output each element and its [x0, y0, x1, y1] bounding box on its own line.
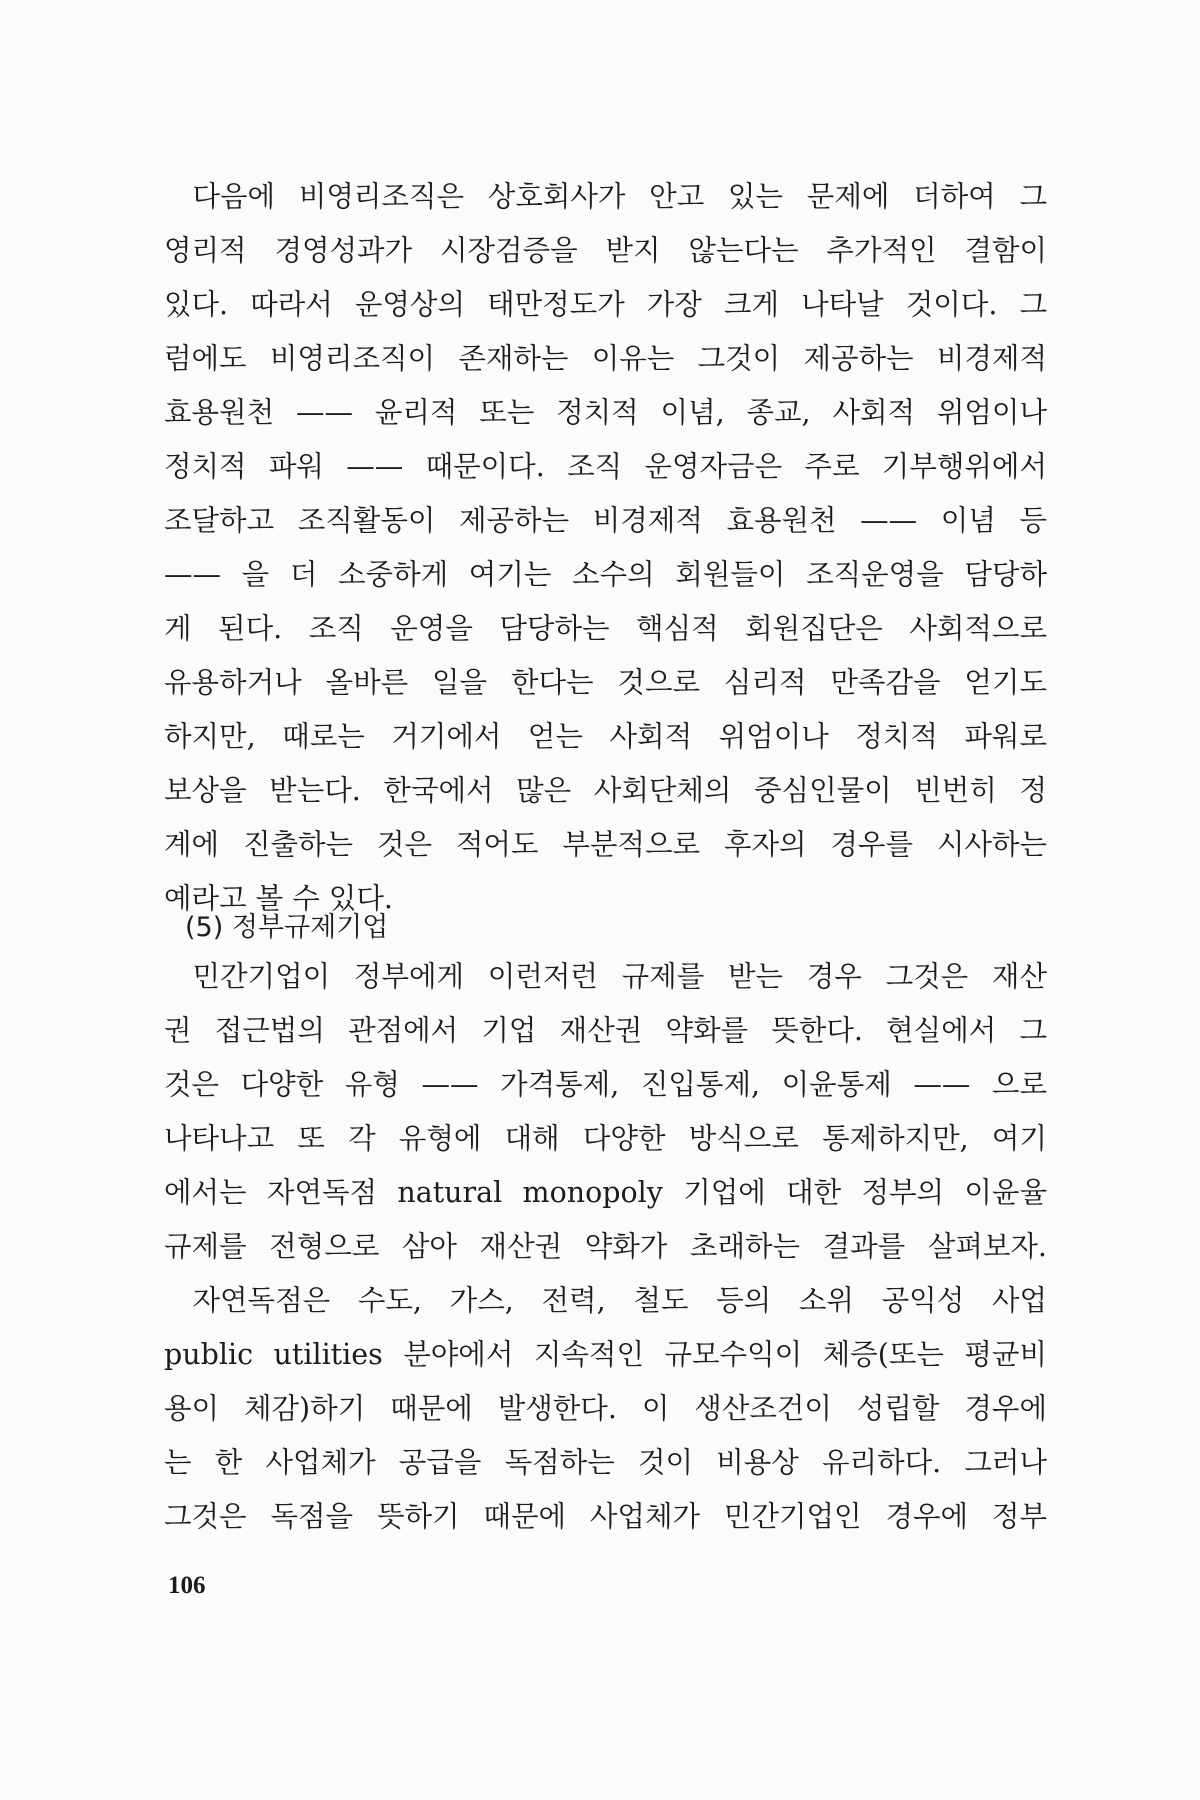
- text-line: 다음에 비영리조직은 상호회사가 안고 있는 문제에 더하여 그: [192, 180, 1047, 213]
- paragraph-regulated-firm: [164, 950, 1047, 1544]
- text-line: 권 접근법의 관점에서 기업 재산권 약화를 뜻한다. 현실에서 그: [164, 1014, 1047, 1047]
- text-line: 는 한 사업체가 공급을 독점하는 것이 비용상 유리하다. 그러나: [164, 1446, 1047, 1479]
- text-line: 용이 체감)하기 때문에 발생한다. 이 생산조건이 성립할 경우에: [164, 1392, 1047, 1425]
- text-line: 것은 다양한 유형 —— 가격통제, 진입통제, 이윤통제 —— 으로: [164, 1068, 1047, 1101]
- text-line: 에서는 자연독점 natural monopoly 기업에 대한 정부의 이윤율: [164, 1176, 1047, 1209]
- text-line: —— 을 더 소중하게 여기는 소수의 회원들이 조직운영을 담당하: [164, 558, 1047, 591]
- section-heading: (5) 정부규제기업: [185, 912, 389, 943]
- text-line: 자연독점은 수도, 가스, 전력, 철도 등의 소위 공익성 사업: [192, 1284, 1047, 1317]
- text-line: 그것은 독점을 뜻하기 때문에 사업체가 민간기업인 경우에 정부: [164, 1500, 1047, 1533]
- text-line: 하지만, 때로는 거기에서 얻는 사회적 위엄이나 정치적 파워로: [164, 720, 1047, 753]
- text-line: 유용하거나 올바른 일을 한다는 것으로 심리적 만족감을 얻기도: [164, 666, 1047, 699]
- text-line: 게 된다. 조직 운영을 담당하는 핵심적 회원집단은 사회적으로: [164, 612, 1047, 645]
- text-line: 보상을 받는다. 한국에서 많은 사회단체의 중심인물이 빈번히 정: [164, 774, 1047, 807]
- paragraph-nonprofit: [164, 170, 1047, 926]
- text-line: 럼에도 비영리조직이 존재하는 이유는 그것이 제공하는 비경제적: [164, 342, 1047, 375]
- text-line: public utilities 분야에서 지속적인 규모수익이 체증(또는 평균비: [164, 1338, 1047, 1371]
- text-line: 조달하고 조직활동이 제공하는 비경제적 효용원천 —— 이념 등: [164, 504, 1047, 537]
- text-line: 계에 진출하는 것은 적어도 부분적으로 후자의 경우를 시사하는: [164, 828, 1047, 861]
- text-line: 있다. 따라서 운영상의 태만정도가 가장 크게 나타날 것이다. 그: [164, 288, 1047, 321]
- page-number: 106: [168, 1572, 206, 1599]
- text-line: 정치적 파워 —— 때문이다. 조직 운영자금은 주로 기부행위에서: [164, 450, 1047, 483]
- text-line: 영리적 경영성과가 시장검증을 받지 않는다는 추가적인 결함이: [164, 234, 1047, 267]
- text-line: 나타나고 또 각 유형에 대해 다양한 방식으로 통제하지만, 여기: [164, 1122, 1047, 1155]
- text-line: 효용원천 —— 윤리적 또는 정치적 이념, 종교, 사회적 위엄이나: [164, 396, 1047, 429]
- text-line: 규제를 전형으로 삼아 재산권 약화가 초래하는 결과를 살펴보자.: [164, 1230, 1047, 1263]
- text-line: 예라고 볼 수 있다.: [164, 882, 393, 915]
- text-line: 민간기업이 정부에게 이런저런 규제를 받는 경우 그것은 재산: [192, 960, 1047, 993]
